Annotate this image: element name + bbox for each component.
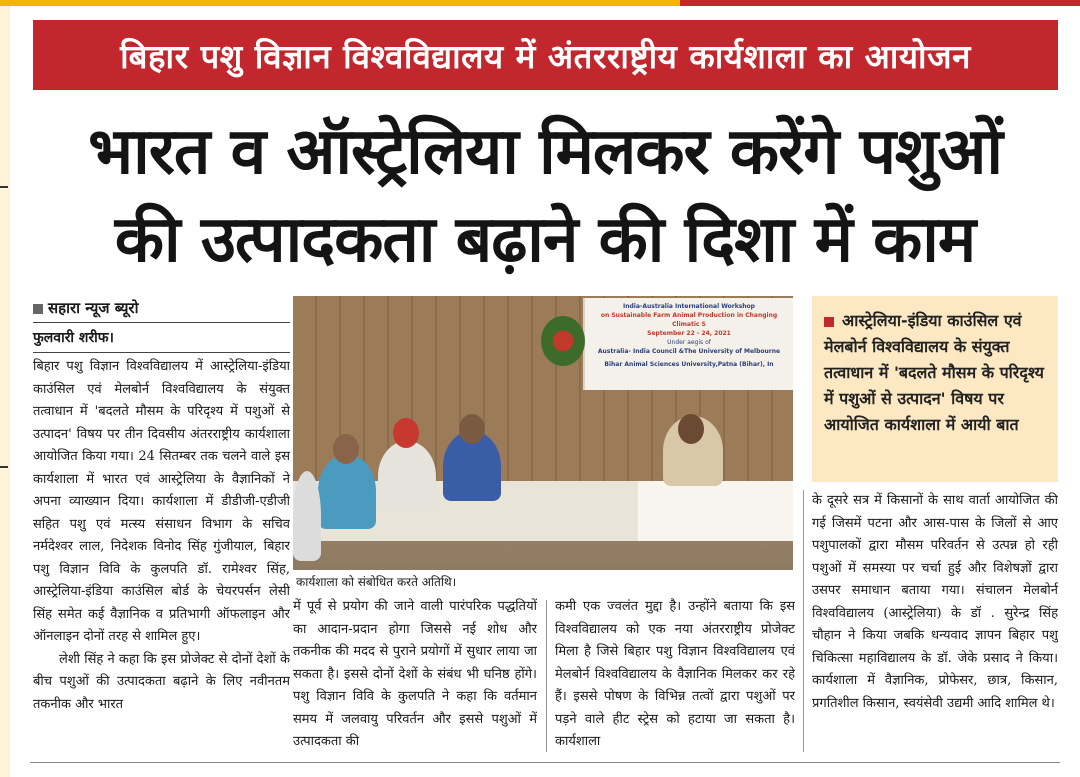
workshop-banner (583, 298, 793, 390)
banner-theme: on Sustainable Farm Animal Production in Changing Climatic S (600, 312, 778, 328)
banner-aegis: Under aegis of (667, 339, 711, 346)
attendee-figure (378, 441, 436, 511)
article-column-1 (33, 356, 290, 756)
column-rule (803, 490, 804, 752)
banner-title: India-Australia International Workshop (623, 303, 755, 310)
article-column-2: में पूर्व से प्रयोग की जाने वाली पारंपरिक पद्धतियों का आदान-प्रदान होगा जिससे नई शोध और तकनीक की मदद से पुराने प्रयोगों में सुधार लाया जा सकता है। इससे दोनों देशों के संबंध भी घनिष्ठ होंगे। पशु विज्ञान विवि के कुलपति ने कहा कि वर्तमान समय में जलवायु परिवर्तन और इससे पशुओं में उत्पादकता की (293, 599, 537, 749)
attendee-head (333, 434, 359, 464)
dateline: फुलवारी शरीफ। (33, 330, 114, 346)
byline-square-icon (33, 304, 43, 314)
attendee-head (459, 414, 485, 444)
banner-dates: September 22 - 24, 2021 (647, 330, 731, 337)
pull-quote-square-icon (824, 317, 834, 327)
article-paragraph-1: बिहार पशु विज्ञान विश्वविद्यालय में आस्ट्रेलिया-इंडिया काउंसिल एवं मेलबोर्न विश्वविद्यालय के संयुक्त तत्वाधान में 'बदलते मौसम के परिदृश्य में पशुओं से उत्पादन' विषय पर तीन दिवसीय अंतरराष्ट्रीय कार्यशाला आयोजित किया गया। 24 सितम्बर तक चलने वाले इस कार्यशाला में भारत एवं आस्ट्रेलिया के वैज्ञानिकों ने अपना व्याख्यान दिया। कार्यशाला में डीडीजी-एडीजी सहित पशु एवं मत्स्य संसाधन विभाग के सचिव नर्मदेश्वर लाल, निदेशक विनोद सिंह गुंजीयाल, बिहार पशु विज्ञान विवि के कुलपति डॉ. रामेश्वर सिंह, आस्ट्रेलिया-इंडिया काउंसिल बोर्ड के चेयरपर्सन लेसी सिंह समेत कई वैज्ञानिक व प्रतिभागी ऑफलाइन और ऑनलाइन दोनों तरह से शामिल हुए। (33, 359, 290, 644)
edge-mark (0, 466, 8, 468)
head-table-cloth (638, 481, 793, 541)
headline (30, 108, 1060, 284)
attendee-figure (318, 454, 376, 529)
dateline-rule (33, 352, 290, 353)
headline-line-2: की उत्पादकता बढ़ाने की दिशा में काम (114, 203, 976, 277)
pull-quote-text: आस्ट्रेलिया-इंडिया काउंसिल एवं मेलबोर्न विश्वविद्यालय के संयुक्त तत्वाधान में 'बदलते मौसम के परिदृश्य में पशुओं से उत्पादन' विषय पर आयोजित कार्यशाला में आयी बात (824, 311, 1044, 434)
byline-rule (33, 322, 290, 323)
kicker-banner: बिहार पशु विज्ञान विश्वविद्यालय में अंतरराष्ट्रीय कार्यशाला का आयोजन (33, 20, 1058, 90)
attendee-head-cap (393, 418, 419, 448)
byline (33, 298, 290, 318)
article-paragraph-2: लेशी सिंह ने कहा कि इस प्रोजेक्ट से दोनों देशों के बीच पशुओं की उत्पादकता बढ़ाने के लिए नवीनतम तकनीक और भारत (33, 651, 290, 712)
column-rule (546, 600, 547, 752)
article-column-4: के दूसरे सत्र में किसानों के साथ वार्ता आयोजित की गई जिसमें पटना और आस-पास के जिलों से आए पशुपालकों द्वारा मौसम परिवर्तन से उत्पन्न हो रही पशुओं में समस्या पर चर्चा हुई और विशेषज्ञों द्वारा उसपर समाधान बताया गया। संचालन मेलबोर्न विश्वविद्यालय (आस्ट्रेलिया) के डॉ . सुरेन्द्र सिंह चौहान ने किया जबकि धन्यवाद ज्ञापन बिहार पशु चिकित्सा महाविद्यालय के डॉ. जेके प्रसाद ने किया। कार्यशाला में वैज्ञानिक, प्रोफेसर, छात्र, किसान, प्रगतिशील किसान, स्वयंसेवी उद्यमी आदि शामिल थे। (812, 493, 1058, 711)
flower-decoration (541, 316, 585, 366)
edge-mark (0, 186, 8, 188)
speaker-head (678, 414, 704, 444)
article-column-3: कमी एक ज्वलंत मुद्दा है। उन्होंने बताया कि इस विश्वविद्यालय को एक नया अंतरराष्ट्रीय प्रोजेक्ट मिला है जिसे बिहार पशु विज्ञान विश्वविद्यालय एवं मेलबोर्न विश्वविद्यालय के वैज्ञानिक मिलकर कर रहे हैं। इससे पोषण के विभिन्न तत्वों द्वारा पशुओं पर पड़ने वाले हीट स्ट्रेस को हटाया जा सकता है। कार्यशाला (555, 599, 795, 749)
workshop-photo (293, 296, 793, 570)
bottom-rule (30, 762, 1060, 763)
adjacent-page-edge (0, 6, 10, 777)
attendee-figure (293, 471, 321, 561)
photo-caption: कार्यशाला को संबोधित करते अतिथि। (293, 570, 793, 594)
top-rule-red (680, 0, 1080, 6)
banner-council: Australia- India Council &The University of Melbourne (597, 348, 781, 355)
byline-text: सहारा न्यूज ब्यूरो (48, 299, 139, 317)
headline-line-1: भारत व ऑस्ट्रेलिया मिलकर करेंगे पशुओं (88, 115, 1002, 189)
banner-host: Bihar Animal Sciences University,Patna (Bihar), In (604, 361, 774, 368)
pull-quote (812, 296, 1058, 482)
